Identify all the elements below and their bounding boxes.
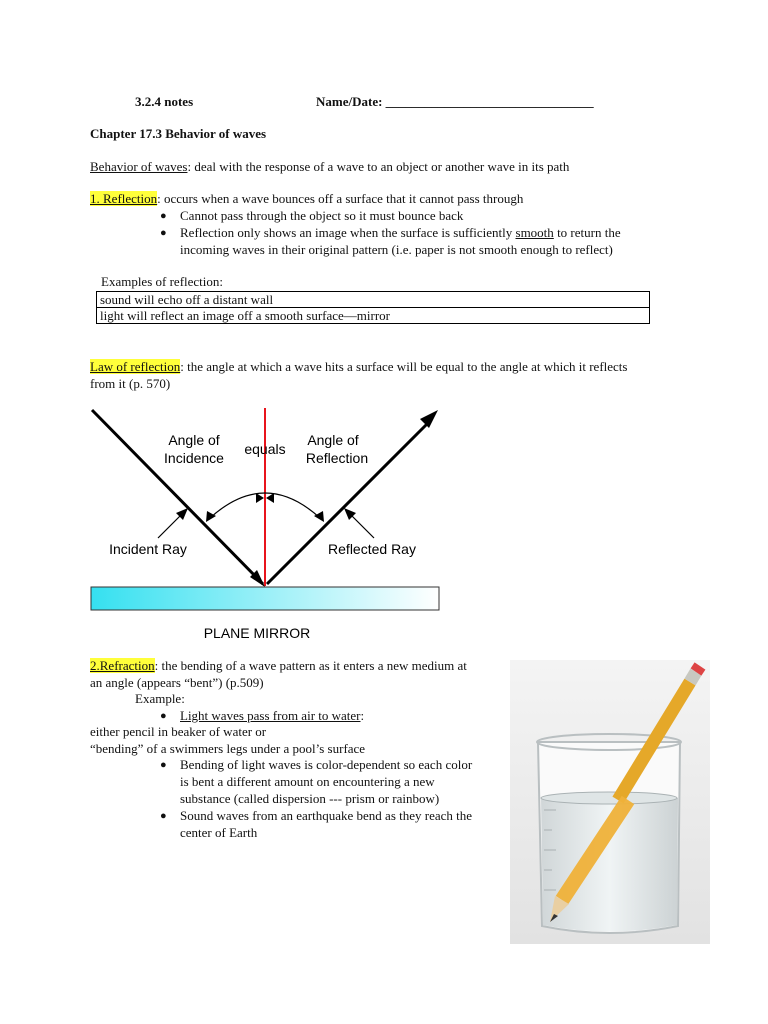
law-text: : the angle at which a wave hits a surface will be equal to the angle at which it reflects	[180, 359, 628, 374]
name-date-field: Name/Date: ________________________________	[316, 94, 594, 109]
examples-label: Examples of reflection:	[101, 274, 224, 289]
arc-arrow-right-icon	[314, 511, 324, 522]
incident-ray-label: Incident Ray	[109, 541, 187, 557]
bullet-icon: ●	[160, 759, 167, 771]
table-cell: sound will echo off a distant wall	[97, 292, 650, 308]
reflection-term: 1. Reflection	[90, 191, 158, 206]
refraction-bullet-3-l1: Sound waves from an earthquake bend as they reach the	[180, 808, 473, 823]
bullet-icon: ●	[160, 210, 167, 222]
refraction-text: : the bending of a wave pattern as it enters a new medium at	[154, 658, 467, 673]
pencil-ferrule	[690, 672, 696, 682]
bullet-icon: ●	[160, 227, 167, 239]
reflection-diagram	[86, 400, 446, 650]
table-cell: light will reflect an image off a smooth surface—mirror	[97, 308, 650, 324]
behavior-definition	[90, 159, 569, 175]
refraction-definition	[90, 658, 467, 674]
reflection-bullet-2-line2: incoming waves in their original pattern (i.e. paper is not smooth enough to reflect)	[180, 242, 613, 257]
angle-reflection-label-1: Angle of	[307, 432, 359, 448]
pencil-eraser	[696, 666, 700, 672]
law-line2: from it (p. 570)	[90, 376, 171, 391]
behavior-text: : deal with the response of a wave to an object or another wave in its path	[187, 159, 570, 174]
arc-arrow-center-left-icon	[256, 493, 264, 503]
refraction-line2: an angle (appears “bent”) (p.509)	[90, 675, 264, 690]
refraction-bullet-2-l2: is bent a different amount on encountering a new	[180, 774, 435, 789]
bullet-icon: ●	[160, 810, 167, 822]
table-row	[97, 292, 650, 308]
refraction-term: 2.Refraction	[90, 658, 155, 673]
refraction-bullet-3-l2: center of Earth	[180, 825, 258, 840]
reflection-bullet-2-text: Reflection only shows an image when the surface is sufficiently	[180, 225, 516, 240]
reflected-arrowhead-icon	[420, 410, 438, 428]
law-term: Law of reflection	[90, 359, 181, 374]
plane-mirror	[91, 587, 439, 610]
arc-arrow-center-right-icon	[266, 493, 274, 503]
angle-incidence-label-1: Angle of	[168, 432, 220, 448]
notes-label: 3.2.4 notes	[135, 94, 194, 109]
refraction-bullet-1-text: Light waves pass from air to water	[180, 708, 361, 723]
plane-mirror-label: PLANE MIRROR	[203, 625, 311, 641]
smooth-word: smooth	[515, 225, 554, 240]
reflection-bullet-2-end: to return the	[553, 225, 621, 240]
arc-arrow-left-icon	[206, 511, 216, 522]
refraction-bullet-2-l1: Bending of light waves is color-dependent so each color	[180, 757, 473, 772]
refraction-bullet-1-colon: :	[360, 708, 365, 723]
examples-table	[96, 291, 650, 324]
law-definition	[90, 359, 627, 375]
equals-label: equals	[244, 441, 286, 457]
refraction-bullet-2-l3: substance (called dispersion --- prism or rainbow)	[180, 791, 440, 806]
reflection-bullet-2	[180, 225, 621, 241]
reflection-text: : occurs when a wave bounces off a surface that it cannot pass through	[157, 191, 524, 206]
example-label: Example:	[135, 691, 185, 706]
table-row	[97, 308, 650, 324]
pencil-beaker-photo	[510, 660, 710, 944]
water-surface	[541, 792, 677, 804]
refraction-bullet-1	[180, 708, 364, 724]
reflection-definition	[90, 191, 523, 207]
angle-incidence-label-2: Incidence	[164, 450, 224, 466]
angle-reflection-label-2: Reflection	[305, 450, 369, 466]
refraction-text-1: either pencil in beaker of water or	[90, 724, 267, 739]
chapter-title: Chapter 17.3 Behavior of waves	[90, 126, 267, 141]
bullet-icon: ●	[160, 710, 167, 722]
behavior-term: Behavior of waves	[90, 159, 188, 174]
refraction-text-2: “bending” of a swimmers legs under a pool’s surface	[90, 741, 366, 756]
reflected-ray-label: Reflected Ray	[328, 541, 416, 557]
reflection-bullet-1: Cannot pass through the object so it must bounce back	[180, 208, 464, 223]
